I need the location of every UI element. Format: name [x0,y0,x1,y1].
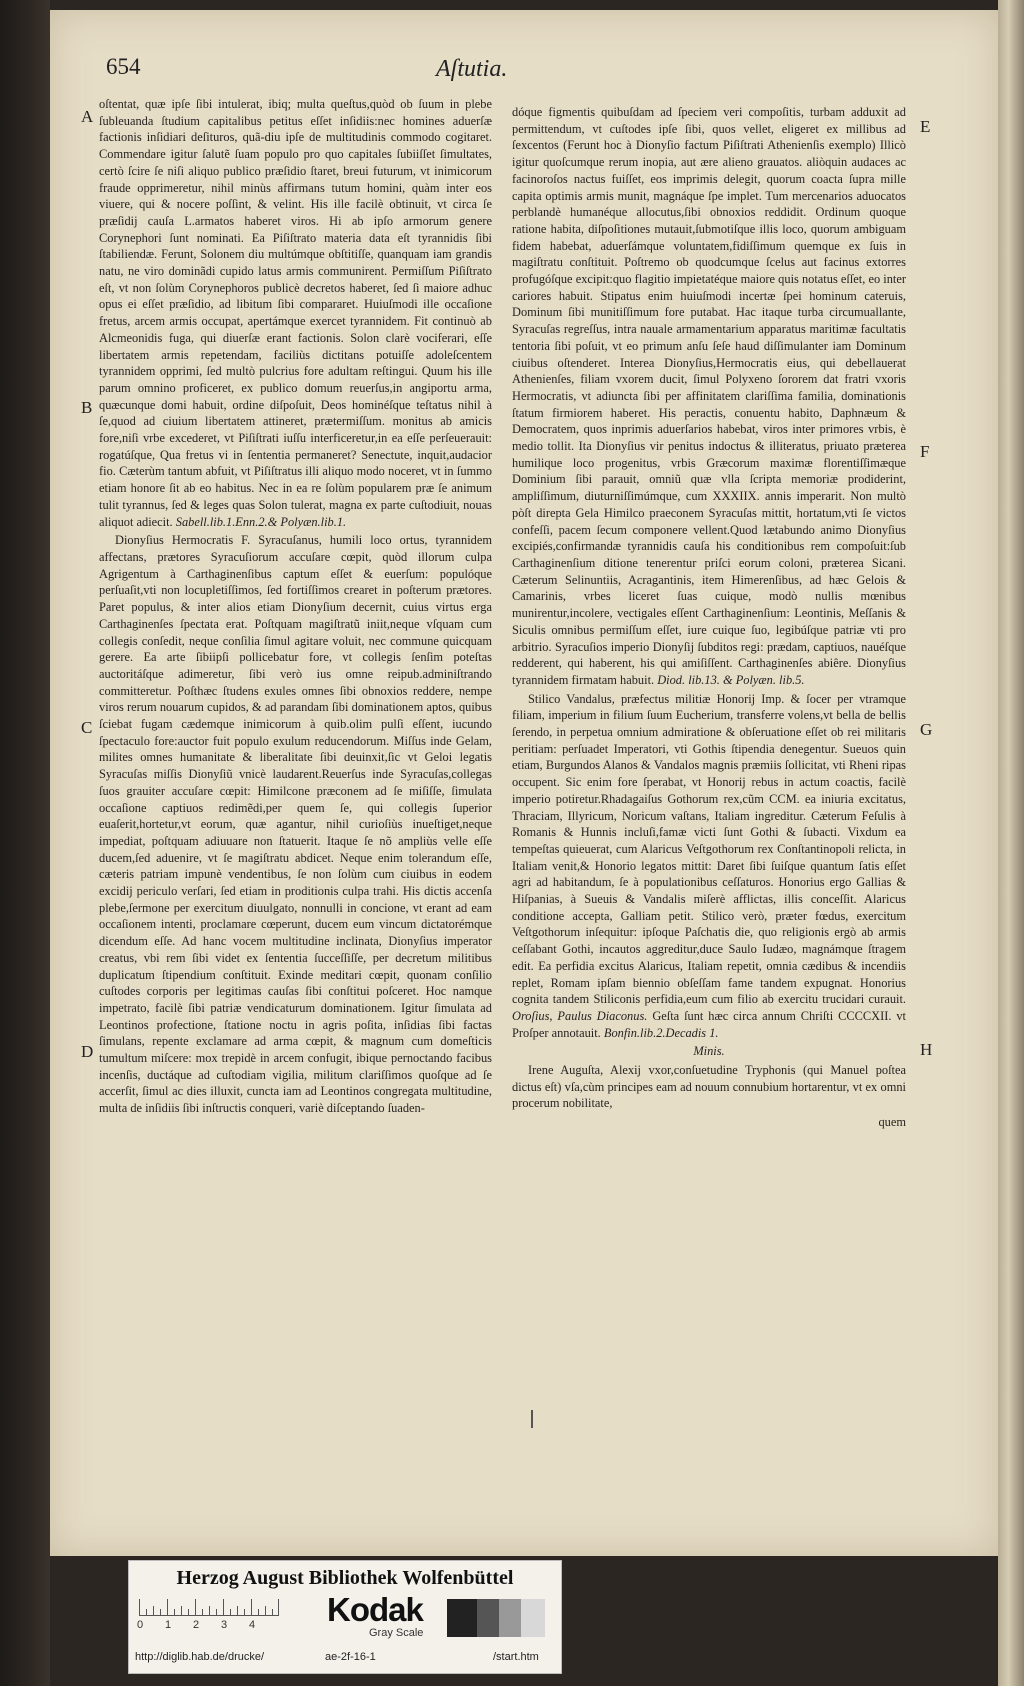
paragraph-text: Geſta ſunt hæc circa annum Chriſti CCCCXII. vt Proſper annotauit. [512,1008,906,1040]
ruler-numbers [139,1619,289,1633]
right-text-column [512,104,906,1133]
citation: Diod. lib.13. & Polyæn. lib.5. [657,672,805,687]
kodak-logo: Kodak [327,1591,423,1628]
paragraph-text: oſtentat, quæ ipſe ſibi intulerat, ibiq; multa queſtus,quòd ob ſuum in plebe ſubleuanda ſtudium capitalibus petitus eſſet inſidiis:nec homines aduerſæ factionis inſidiari deſituros, quã-diu ipſe de multitudinis commodo cogitaret. Commendare igitur ſalutẽ ſuam populo pro quo capitales ſubiiſſet ſimultates, certò ſcire ſe niſi aliquo publico præſidio ſtaret, breui futurum, vt inimicorum fraude opprimeretur, nihil minùs affirmans tutum homini, quàm inter eos viuere, qui & nocere poſſint, & velint. His ille facilè obtinuit, vt circa ſe præſidij cauſa L.armatos haberet viros. Hi ab ipſo armorum genere Corynephori ſunt nominati. Ea Piſiſtrato materia data eſt tyrannidis ſibi ſtabiliendæ. Ferunt, Solonem diu multúmque obſtitiſſe, quanquam iam grandis natu, ne viro dominãdi cupido latus armis communirent. Permiſſum Piſiſtrato eſt, vt non ſolùm Corynephoros publicè decretos haberet, ſed ſi maiore adhuc opus ei eſſet præſidio, ad libitum ſibi compararet. Huiuſmodi ille occaſione fretus, arcem armis occupat, apertámque exercet tyrannidem. Fit continuò ab Alcmeonidis fuga, qui diuerſæ erant factionis. Solon clarè vociferari, eſſe libertatem armis repetendam, faciliùs dictitans potuiſſe adoleſcentem tyrannidem opprimi, ſed multò pulcrius fore adultam reſtingui. Quum his ille parum omnino proficeret, ex publico domum reuerſus,in angiportu arma, quæcunque domi habuit, ordine diſpoſuit, Deos hominéſque teſtatus nihil à ſe,quod ad ciuium libertatem attineret, prætermiſſum. monitus ab amicis fore,niſi vrbe excederet, vt Piſiſtrati iuſſu interficeretur,in ea eſſe perſeuerauit: rogatúſque, Qua fretus vi in ſententia permaneret? Senectute, inquit,audacior fio. Cæterùm tantum abfuit, vt Piſiſtratus illi aliquo modo noceret, vt in ſummo etiam honore ſit ab eo habitus. Nec in ea re ſolùm popularem præ ſe animum tulit tyrannus, ſed & leges quas Solon tulerat, magna ex parte cuſtodiuit, nouas aliquot adiecit. [99,97,492,529]
margin-letter-d: D [81,1042,94,1061]
ink-mark [531,1410,533,1428]
margin-letter-g: G [920,720,933,739]
page-header [0,48,1024,88]
gray-swatch [477,1599,499,1637]
measurement-ruler [139,1599,279,1616]
paragraph-dionysius-continued [512,104,906,689]
book-binding-left [0,0,50,1686]
library-name: Herzog August Bibliothek Wolfenbüttel [176,1567,514,1589]
catchword: quem [878,1115,906,1130]
running-title: Aſtutia. [436,56,508,82]
document-id: ae-2f-16-1 [325,1651,376,1663]
margin-letter-c: C [81,718,93,737]
left-text-column [99,96,492,1119]
ruler-number: 2 [193,1619,200,1631]
paragraph-dionysius [99,532,492,1117]
margin-letter-a: A [81,107,94,126]
source-url-link[interactable]: http://diglib.hab.de/drucke/ [135,1651,265,1663]
page-number: 654 [106,54,141,79]
ruler-number: 1 [165,1619,172,1631]
gray-swatch [499,1599,521,1637]
margin-letter-f: F [920,442,930,461]
gray-scale-label: Gray Scale [369,1627,424,1639]
section-heading-minis: Minis. [693,1044,725,1059]
start-page-path: /start.htm [493,1651,539,1663]
gray-swatch [447,1599,477,1637]
ruler-number: 4 [249,1619,256,1631]
scan-target-card [128,1560,562,1674]
book-page-edges-right [998,0,1024,1686]
paragraph-pisistratus [99,96,492,530]
margin-letter-h: H [920,1040,933,1059]
gray-swatch [521,1599,545,1637]
citation: Oroſius, Paulus Diaconus. [512,1008,648,1023]
paragraph-text: Dionyſius Hermocratis F. Syracuſanus, humili loco ortus, tyrannidem affectans, prætores Syracuſiorum accuſare cœpit, quòd illorum culpa Agrigentum à Carthaginenſibus captum eſſet & euerſum: populóque perſuaſit,vti non locupletiſſimos, ſed fortiſſimos crearet in poſterum prætores. Paret populus, & inter alios etiam Dionyſium decernit, cuius virtus erga Carthaginenſes ſpectata erat. Poſtquam magiſtratũ iniit,neque vſquam cum collegis conſedit, neque conſilia ſimul agitare voluit, nec commune quicquam gerere. Ea arte ſibiipſi pollicebatur fore, vt collegis ſenſim poteſtas auctoritáſque adimeretur, ſibi verò ius omne reipub.adminiſtrando committeretur. Poſthæc ſtudens exules omnes ſibi obnoxios reddere, nempe viros rerum nouarum cupidos, & ad parandam ſibi dominationem aptos, quibus ſciebat fugam cædemque inimicorum à quib.olim pulſi eſſent, iucundo ſpectaculo fore:auctor fuit populo exulum reducendorum. Miſſus inde Gelam, milites omnes humanitate & liberalitate ſibi deuinxit,ſic vt Geloi legatis Syracuſas miſſis Dionyſiũ vnicè laudarent.Reuerſus inde Syracuſas,collegas ſuos grauiter accuſare cœpit: Himilcone præconem ad ſe miſiſſe, ſimulata occaſione captiuos redimẽdi,per quem ſe, qui collegis ſuperior euaſerit,hortetur,vt eorum, quæ agantur, nihil curioſiùs inueſtiget,neque impediat, poſtquam adiuuare non ſtatuerit. Itaque ſe nõ ampliùs velle eſſe ducem,ſed aduenire, vt ſe magiſtratu abdicet. Neque enim tolerandum eſſe, cæteris patriam impunè vendentibus, ſe non ſolùm cum ciuibus in eodem excidij periculo verſari, ſed etiam in proditionis culpa trahi. His dictis accenſa plebe,ſermone per exercitum diuulgato, nonnulli in concione, vt erant ad eam occaſionem intenti, proclamare cœperunt, ducem eum vincum dictatorémque dicendum eſſe. Ad hanc vocem multitudine inclinata, Dionyſius imperator creatus, vbi rem ſibi videt ex ſententia ſucceſſiſſe, per decretum militibus duplicatum ſtipendium conſtituit. Exinde meditari cœpit, quonam conſilio cuſtodes corporis per legitimas cauſas ſibi conſtitui poſceret. Hoc namque impetrato, facilè ſibi patriæ vendicaturum dominationem. Igitur ſimulata ad Leontinos profectione, ſtatione noctu in agris poſita, inſidias ſibi factas ſimulans, repente exclamare ad arma cœpit, & magnum cum domeſticis tumultum miſcere: mox trepidè in arcem confugit, ibique pernoctando facibus incenſis, ductáque ad cuſtodiam vigilia, militum clariſſimos quoſque ad ſe accerſit, ſimul ac dies illuxit, cuncta iam ad Leontinos congregata multitudine, multa de inſidiis ſibi inſtructis conqueri, variè diſceptando ſuaden- [99,533,492,1116]
ruler-number: 3 [221,1619,228,1631]
margin-letter-b: B [81,398,93,417]
margin-letter-e: E [920,117,931,136]
paragraph-irene [512,1062,906,1112]
gray-scale-swatches [447,1599,545,1637]
paragraph-stilico [512,691,906,1042]
citation: Bonfin.lib.2.Decadis 1. [603,1025,719,1040]
ruler-number: 0 [137,1619,144,1631]
citation: Sabell.lib.1.Enn.2.& Polyæn.lib.1. [175,514,347,529]
paragraph-text: dóque figmentis quibuſdam ad ſpeciem veri compoſitis, turbam adduxit ad permittendum, vt cuſtodes ipſe ſibi, quos vellet, eligeret ex millibus ad ſexcentos (Ferunt hoc à Dionyſio factum Piſiſtrati Athenienſis exemplo) Illicò igitur quoſcumque rerum inopia, aut ære alieno grauatos. aliòquin audaces ac facinoroſos nactus fuiſſet, eos imprimis delegit, quorum coacta ſupra mille capita optimis armis munit, magnáque ſpe implet. Tum mercenarios aduocatos perblandè humanéque allocutus,ſibi obnoxios reddidit. Ordinum quoque ratione habita, diſpoſitiones mutauit,ſubmotiſque illis loco, quorum ambiguam fidem habebat, aduerſámque voluntatem,fidiſſimum quemque ex ſuis in magiſtratu conſtituit. Poſtremo ob quodcumque ſcelus aut facinus extorres profugóſque excipit:quo flagitio impietatéque maiore quis notatus eſſet, eo inter cariores habuit. Stipatus enim huiuſmodi incertæ ſpei hominum cateruis, Dominum ſibi munitiſſimum fore putabat. Hac itaque turba circumuallante, Syracuſas regreſſus, intra nauale armamentarium apparatus maritimæ facultatis tentoria ſibi poſuit, vt eo primum anſu ſeſe haud diſſimulanter iam Dominum ciuibus oſtenderet. Interea Dionyſius,Hermocratis eius, qui debellauerat Athenienſes, filiam vxorem ducit, ſimul Polyxeno ſororem dat fratri vxoris Hermocratis, vt adiuncta ſibi per affinitatem clariſſima familia, dominationis ſtatum firmiorem haberet. His peractis, conuentu habito, Daphnæum & Democratem, quos inprimis aduerſarios habebat, viros inter primores vrbis, è medio tollit. Ita Dionyſius vir penitus indoctus & illiteratus, priuato præterea humilique loco progenitus, vrbis Græcorum maximæ florentiſſimæque Dominium ſibi parauit, omniũ quæ vlla ſcripta memoriæ prodiderint, ampliſſimum, diuturniſſimúmque, cum XXXIIX. annis imperarit. Non multò pòſt direpta Gela Himilco praeconem Syracuſas mittit, hortatum,vti ſe victos confeſſi, pacem ſecum componere vellent.Quod lætabundo animo Dionyſius excipiés,confirmandæ tyrannidis cauſa his conditionibus rem compoſuit:ſub Carthaginenſium ditione tenerentur priſci eorum coloni, præterea Sicani. Cæterum Selinuntiis, Acragantinis, item Himerenſibus, ad hæc Gelois & Camarinis, vrbes liceret ſuas cuique, modò nullis mœnibus munirentur,incolere, vectigales eſſent Carthaginenſium: Leontinis, Meſſanis & Siculis omnibus permiſſum eſſet, iure cuique ſuo, legibúſque patriæ vti pro arbitrio. Syracuſios imperio Dionyſij ſubditos regi: prædam, captiuos, nauéſque redderent, qui haberent, his qui amiſiſſent. Carthaginenſes abiêre. Dionyſius tyrannidem firmatam habuit. [512,105,906,687]
paragraph-text: Stilico Vandalus, præfectus militiæ Honorij Imp. & ſocer per vtramque filiam, imperium in filium ſuum Eucherium, transferre volens,vt bella de bellis ſerendo, in perpetua omnium admiratione & obſeruatione eſſet ob rei militaris peritiam: perſuadet Imperatori, vti Gothis ſtipendia denegentur. Sueuos quin etiam, Burgundos Alanos & Vandalos magnis præmiis ſollicitat, vti Rheni ripas occupent. Sic enim fore ſperabat, vt Honorij rebus in actum coactis, facilè imperio potiretur.Rhadagaiſus Gothorum rex,cũm CCM. ea iniuria excitatus, Thraciam, Illyricum, Noricum vaſtans, Italiam ingreditur. Cæterum Feſulis à Romanis & Hunnis incluſi,famæ victi ſunt Gothi & ſubacti. Vixdum ea tempeſtas quieuerat, cum Alaricus Veſtgothorum rex Conſtantinopoli relicta, in Italiam venit,& Honorio legatos mittit: Daret ſibi ſuiſque quantum ſatis eſſet agri ad habitandum, ſe à populationibus ceſſaturos. Honorius ergo Gallias & Hiſpanias, à Sueuis & Vandalis miſerè afflictas, illis conceſſit. Alaricus conditione accepta, Galliam petit. Stilico verò, præter fœdus, exercitum Veſtgothorum inſequitur: ipſoque Paſchatis die, quo religionis ergò ab armis ceſſabant Gothi, incautos aggreditur,duce Saulo Iudæo, magnámque ſtragem edit. Ea perfidia excitus Alaricus, Italiam repetit, omnia cædibus & incendiis replet, Romam ipſam biennio obſeſſam fame tandem expugnat. Honorius cognita tandem Stiliconis perfidia,eum cum filio ab exercitu trucidari curauit. [512,691,906,1007]
paragraph-text: Irene Auguſta, Alexij vxor,conſuetudine Tryphonis (qui Manuel poſtea dictus eſt) vſa,cùm principes eam ad nouum connubium hortarentur, vt ex omni procerum nobilitate, [512,1063,906,1111]
